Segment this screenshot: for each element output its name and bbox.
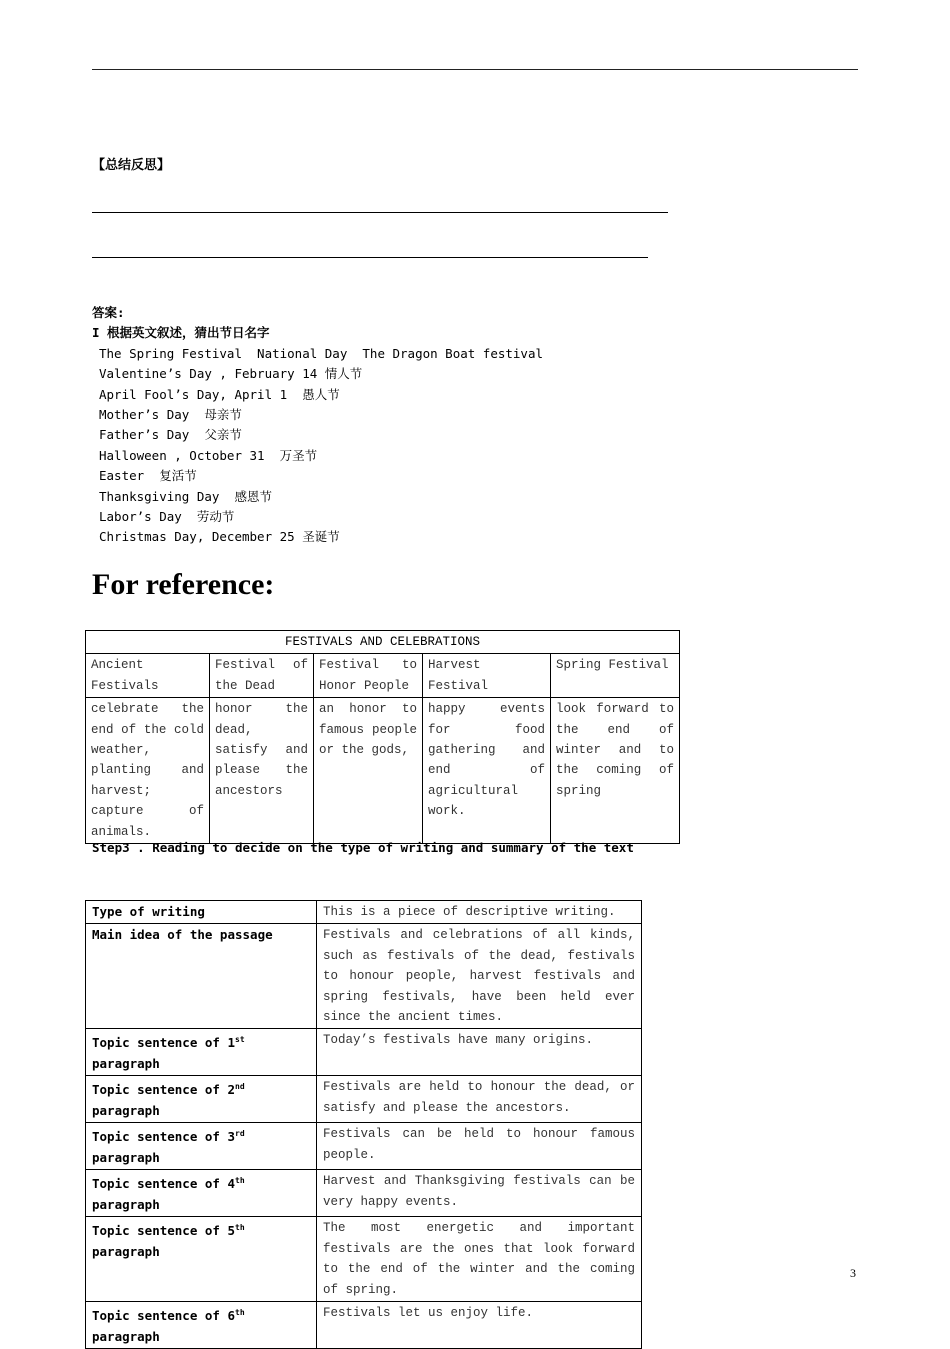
summary-table	[85, 900, 642, 1349]
page-number: 3	[850, 1266, 856, 1280]
table-header-cell: Harvest Festival	[423, 654, 551, 698]
summary-value: Harvest and Thanksgiving festivals can be very happy events.	[317, 1170, 642, 1217]
summary-value: This is a piece of descriptive writing.	[317, 901, 642, 924]
answer-line: The Spring Festival National Day The Dragon Boat festival	[99, 345, 544, 361]
summary-key: Main idea of the passage	[86, 924, 317, 1029]
festivals-table	[85, 630, 680, 844]
table-row	[86, 654, 680, 698]
table-cell: an honor to famous people or the gods,	[314, 698, 423, 844]
answer-line: April Fool’s Day, April 1 愚人节	[99, 386, 340, 402]
step3-heading: Step3 . Reading to decide on the type of writing and summary of the text	[92, 840, 634, 855]
answer-line: Father’s Day 父亲节	[99, 427, 242, 443]
table-cell: happy events for food gathering and end of agricultural work.	[423, 698, 551, 844]
summary-key: Type of writing	[86, 901, 317, 924]
table-cell: look forward to the end of winter and to the coming of spring	[551, 698, 680, 844]
answer-line: Christmas Day, December 25 圣诞节	[99, 529, 340, 545]
summary-key: Topic sentence of 2nd paragraph	[86, 1076, 317, 1123]
summary-key: Topic sentence of 3rd paragraph	[86, 1123, 317, 1170]
table-cell: honor the dead, satisfy and please the ancestors	[210, 698, 314, 844]
blank-line-1	[92, 212, 668, 213]
summary-key: Topic sentence of 6th paragraph	[86, 1301, 317, 1348]
summary-key: Topic sentence of 4th paragraph	[86, 1170, 317, 1217]
answer-line: Mother’s Day 母亲节	[99, 407, 242, 423]
table-row	[86, 924, 642, 1029]
reference-title: For reference:	[92, 568, 275, 601]
table-header-cell: Ancient Festivals	[86, 654, 210, 698]
answer-line: Halloween , October 31 万圣节	[99, 447, 318, 463]
table-row	[86, 901, 642, 924]
header-rule	[92, 69, 858, 70]
summary-heading: 【总结反思】	[92, 158, 171, 173]
table-row	[86, 1217, 642, 1302]
summary-value: Festivals are held to honour the dead, or satisfy and please the ancestors.	[317, 1076, 642, 1123]
answers-heading: 答案:	[92, 305, 125, 320]
answer-line: Labor’s Day 劳动节	[99, 509, 235, 525]
summary-value: Festivals let us enjoy life.	[317, 1301, 642, 1348]
summary-value: The most energetic and important festivals are the ones that look forward to the end of the winter and the coming of spring.	[317, 1217, 642, 1302]
festivals-table-caption: FESTIVALS AND CELEBRATIONS	[86, 631, 680, 654]
summary-value: Festivals can be held to honour famous people.	[317, 1123, 642, 1170]
table-row	[86, 1123, 642, 1170]
answer-line: Thanksgiving Day 感恩节	[99, 488, 272, 504]
answers-section-title: I 根据英文叙述，猜出节日名字	[92, 325, 270, 341]
table-header-cell: Festival to Honor People	[314, 654, 423, 698]
table-row	[86, 1170, 642, 1217]
table-row	[86, 1076, 642, 1123]
blank-line-2	[92, 257, 648, 258]
summary-value: Festivals and celebrations of all kinds, such as festivals of the dead, festivals to honour people, harvest festivals and spring festivals, have been held ever since the ancient times.	[317, 924, 642, 1029]
table-row	[86, 698, 680, 844]
table-header-cell: Festival of the Dead	[210, 654, 314, 698]
summary-key: Topic sentence of 5th paragraph	[86, 1217, 317, 1302]
table-row	[86, 1029, 642, 1076]
summary-key: Topic sentence of 1st paragraph	[86, 1029, 317, 1076]
table-cell: celebrate the end of the cold weather, planting and harvest; capture of animals.	[86, 698, 210, 844]
table-header-cell: Spring Festival	[551, 654, 680, 698]
answers-section	[92, 303, 543, 548]
table-row	[86, 1301, 642, 1348]
summary-value: Today’s festivals have many origins.	[317, 1029, 642, 1076]
answer-line: Easter 复活节	[99, 468, 197, 484]
answer-line: Valentine’s Day , February 14 情人节	[99, 366, 363, 382]
